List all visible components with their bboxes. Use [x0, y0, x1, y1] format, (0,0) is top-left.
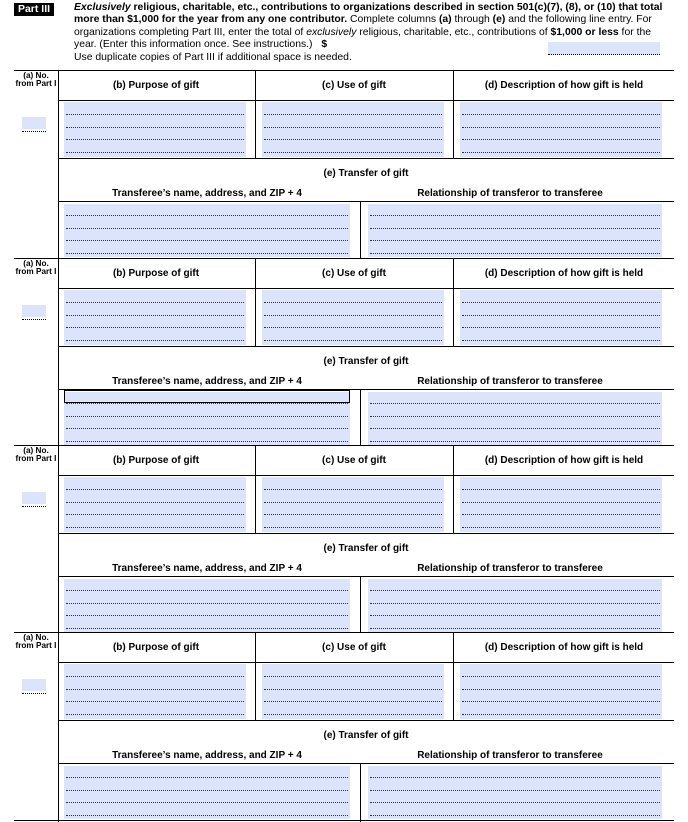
fill-line [264, 152, 442, 153]
description-of-gift-input-3[interactable] [460, 477, 662, 532]
use-of-gift-input-1[interactable] [262, 102, 444, 157]
transferee-header: Transferee’s name, address, and ZIP + 4 [112, 376, 302, 387]
fill-line [66, 302, 244, 303]
use-of-gift-header: (c) Use of gift [322, 455, 386, 466]
fill-line [370, 802, 660, 803]
column-divider [255, 445, 256, 533]
column-divider [453, 445, 454, 533]
total-contributions-input[interactable] [548, 42, 660, 55]
fill-line [66, 790, 348, 791]
fill-line [370, 228, 660, 229]
transfer-of-gift-header: (e) Transfer of gift [323, 168, 409, 179]
purpose-of-gift-header: (b) Purpose of gift [112, 642, 200, 653]
relationship-input-1[interactable] [368, 204, 662, 257]
part-iii-badge: Part III [14, 3, 54, 16]
fill-line [370, 628, 660, 629]
fill-line [66, 714, 244, 715]
section-rule [58, 533, 674, 534]
fill-line [66, 502, 244, 503]
purpose-of-gift-input-1[interactable] [64, 102, 246, 157]
section-rule [58, 158, 674, 159]
use-of-gift-header: (c) Use of gift [322, 642, 386, 653]
transferee-header: Transferee’s name, address, and ZIP + 4 [112, 563, 302, 574]
fill-line [66, 416, 348, 417]
section-rule [58, 720, 674, 721]
fill-line [462, 676, 660, 677]
fill-line [66, 240, 348, 241]
fill-line [462, 127, 660, 128]
use-of-gift-input-2[interactable] [262, 290, 444, 345]
fill-line [66, 689, 244, 690]
fill-line [66, 590, 348, 591]
fill-line [370, 777, 660, 778]
fill-line [66, 315, 244, 316]
fill-line [66, 527, 244, 528]
fill-line [66, 603, 348, 604]
description-of-gift-header: (d) Description of how gift is held [484, 80, 644, 91]
fill-line [22, 506, 46, 507]
fill-line [264, 714, 442, 715]
block-top-rule [14, 258, 674, 259]
fill-line [264, 315, 442, 316]
fill-line [66, 327, 244, 328]
fill-line [66, 802, 348, 803]
fill-line [22, 693, 46, 694]
header-rule [58, 475, 674, 476]
description-of-gift-header: (d) Description of how gift is held [484, 642, 644, 653]
transferee-input-1[interactable] [64, 204, 350, 257]
relationship-input-2[interactable] [368, 392, 662, 445]
fill-line [264, 327, 442, 328]
column-divider [453, 258, 454, 346]
fill-line [66, 228, 348, 229]
fill-line [66, 215, 348, 216]
column-divider [255, 70, 256, 158]
fill-line [66, 514, 244, 515]
focused-field-outline[interactable] [64, 390, 350, 403]
purpose-of-gift-header: (b) Purpose of gift [112, 268, 200, 279]
fill-line [462, 714, 660, 715]
header-rule [58, 662, 674, 663]
no-from-part-label: (a) No. from Part I [15, 71, 57, 89]
purpose-of-gift-input-4[interactable] [64, 664, 246, 719]
fill-line [370, 815, 660, 816]
fill-line [370, 215, 660, 216]
fill-line [264, 127, 442, 128]
no-from-part-label: (a) No. from Part I [15, 446, 57, 464]
description-of-gift-input-4[interactable] [460, 664, 662, 719]
column-divider [453, 632, 454, 720]
column-divider [58, 70, 59, 258]
column-divider [58, 632, 59, 822]
purpose-of-gift-header: (b) Purpose of gift [112, 80, 200, 91]
use-of-gift-header: (c) Use of gift [322, 80, 386, 91]
no-from-part-input-3[interactable] [22, 492, 46, 504]
fill-line [66, 676, 244, 677]
fill-line [264, 489, 442, 490]
fill-line [66, 441, 348, 442]
column-divider [58, 445, 59, 633]
relationship-input-4[interactable] [368, 766, 662, 819]
transfer-rule [58, 763, 674, 764]
fill-line [66, 628, 348, 629]
fill-line [370, 240, 660, 241]
relationship-header: Relationship of transferor to transferee [417, 750, 603, 761]
fill-line [462, 701, 660, 702]
fill-line [462, 139, 660, 140]
fill-line [264, 502, 442, 503]
column-divider [360, 201, 361, 258]
no-from-part-label: (a) No. from Part I [15, 259, 57, 277]
no-from-part-input-4[interactable] [22, 679, 46, 691]
fill-line [264, 527, 442, 528]
fill-line [22, 131, 46, 132]
fill-line [264, 676, 442, 677]
fill-line [370, 403, 660, 404]
description-of-gift-input-2[interactable] [460, 290, 662, 345]
fill-line [370, 615, 660, 616]
fill-line [370, 603, 660, 604]
block-top-rule [14, 445, 674, 446]
fill-line [66, 489, 244, 490]
description-of-gift-header: (d) Description of how gift is held [484, 455, 644, 466]
column-divider [255, 258, 256, 346]
fill-line [462, 502, 660, 503]
transfer-rule [58, 201, 674, 202]
transfer-of-gift-header: (e) Transfer of gift [323, 543, 409, 554]
transferee-input-4[interactable] [64, 766, 350, 819]
fill-line [264, 139, 442, 140]
fill-line [264, 114, 442, 115]
fill-line [66, 403, 348, 404]
relationship-header: Relationship of transferor to transferee [417, 188, 603, 199]
fill-line [370, 253, 660, 254]
fill-line [370, 590, 660, 591]
fill-line [370, 428, 660, 429]
fill-line [462, 489, 660, 490]
fill-line [462, 302, 660, 303]
no-from-part-label: (a) No. from Part I [15, 633, 57, 651]
fill-line [264, 302, 442, 303]
header-rule [58, 288, 674, 289]
header-rule [58, 100, 674, 101]
fill-line [264, 514, 442, 515]
fill-line [66, 127, 244, 128]
fill-line [370, 441, 660, 442]
fill-line [264, 689, 442, 690]
fill-line [462, 152, 660, 153]
no-from-part-input-2[interactable] [22, 305, 46, 317]
fill-line [66, 152, 244, 153]
fill-line [462, 527, 660, 528]
fill-line [370, 416, 660, 417]
block-top-rule [14, 632, 674, 633]
fill-line [462, 689, 660, 690]
column-divider [360, 576, 361, 633]
fill-line [66, 253, 348, 254]
fill-line [66, 815, 348, 816]
transferee-header: Transferee’s name, address, and ZIP + 4 [112, 188, 302, 199]
fill-line [462, 315, 660, 316]
fill-line [264, 701, 442, 702]
fill-line [66, 615, 348, 616]
fill-line [66, 777, 348, 778]
block-top-rule [14, 70, 674, 71]
purpose-of-gift-input-3[interactable] [64, 477, 246, 532]
no-from-part-input-1[interactable] [22, 117, 46, 129]
use-of-gift-input-4[interactable] [262, 664, 444, 719]
transferee-input-3[interactable] [64, 579, 350, 632]
relationship-header: Relationship of transferor to transferee [417, 563, 603, 574]
relationship-input-3[interactable] [368, 579, 662, 632]
description-of-gift-input-1[interactable] [460, 102, 662, 157]
part-iii-instructions: Exclusively religious, charitable, etc., contributions to organizations described in section 501(c)(7), (8), or (10) that total more than $1,000 for the year from any one contributor. Complete columns (a) through (e) and the following line entry. For organizations completing Part III, enter the total of exclusively religious, charitable, etc., contributions of $1,000 or less for the year. (Enter this information once. See instructions.) $ Use duplicate copies of Part III if additional space is needed. [74, 2, 663, 63]
transfer-of-gift-header: (e) Transfer of gift [323, 356, 409, 367]
section-rule [58, 346, 674, 347]
use-of-gift-input-3[interactable] [262, 477, 444, 532]
fill-line [66, 340, 244, 341]
column-divider [255, 632, 256, 720]
bottom-rule [14, 820, 674, 821]
purpose-of-gift-input-2[interactable] [64, 290, 246, 345]
column-divider [58, 258, 59, 446]
fill-line [462, 327, 660, 328]
fill-line [370, 790, 660, 791]
fill-line [66, 701, 244, 702]
fill-line [462, 514, 660, 515]
fill-line [462, 340, 660, 341]
fill-line [462, 114, 660, 115]
relationship-header: Relationship of transferor to transferee [417, 376, 603, 387]
fill-line [264, 340, 442, 341]
transferee-header: Transferee’s name, address, and ZIP + 4 [112, 750, 302, 761]
fill-line [22, 319, 46, 320]
column-divider [360, 763, 361, 822]
fill-line [66, 428, 348, 429]
description-of-gift-header: (d) Description of how gift is held [484, 268, 644, 279]
transfer-rule [58, 576, 674, 577]
fill-line [66, 139, 244, 140]
fill-line [66, 114, 244, 115]
purpose-of-gift-header: (b) Purpose of gift [112, 455, 200, 466]
column-divider [453, 70, 454, 158]
column-divider [360, 389, 361, 446]
use-of-gift-header: (c) Use of gift [322, 268, 386, 279]
transfer-of-gift-header: (e) Transfer of gift [323, 730, 409, 741]
